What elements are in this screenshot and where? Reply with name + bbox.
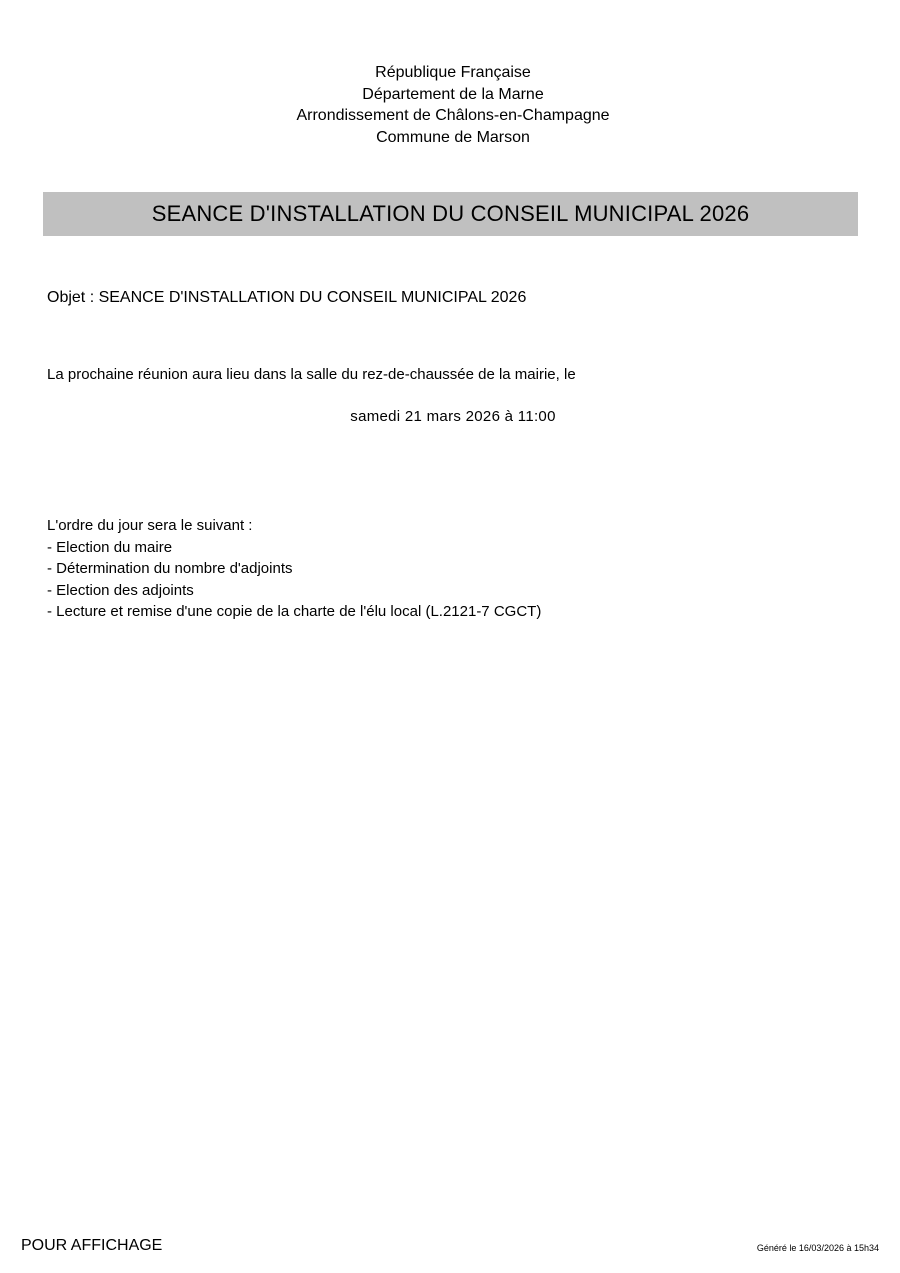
posting-label: POUR AFFICHAGE [21, 1237, 163, 1254]
document-title: SEANCE D'INSTALLATION DU CONSEIL MUNICIPAL 2026 [151, 201, 750, 226]
generated-timestamp: Généré le 16/03/2026 à 15h34 [756, 1243, 879, 1253]
title-banner [43, 192, 858, 236]
objet-line: Objet : SEANCE D'INSTALLATION DU CONSEIL MUNICIPAL 2026 [47, 289, 527, 306]
header-departement: Département de la Marne [362, 85, 544, 103]
agenda-item: - Détermination du nombre d'adjoints [47, 560, 293, 577]
document-header [0, 62, 900, 148]
agenda-item: - Lecture et remise d'une copie de la charte de l'élu local (L.2121-7 CGCT) [47, 603, 542, 620]
header-arrondissement: Arrondissement de Châlons-en-Champagne [296, 107, 610, 124]
agenda [47, 515, 541, 623]
agenda-item: - Election des adjoints [47, 581, 194, 599]
meeting-intro: La prochaine réunion aura lieu dans la salle du rez-de-chaussée de la mairie, le [47, 366, 576, 383]
header-republique: République Française [375, 64, 531, 81]
header-commune: Commune de Marson [376, 128, 530, 146]
meeting-date: samedi 21 mars 2026 à 11:00 [350, 408, 556, 425]
agenda-item: - Election du maire [47, 538, 173, 556]
agenda-heading: L'ordre du jour sera le suivant : [47, 517, 253, 534]
